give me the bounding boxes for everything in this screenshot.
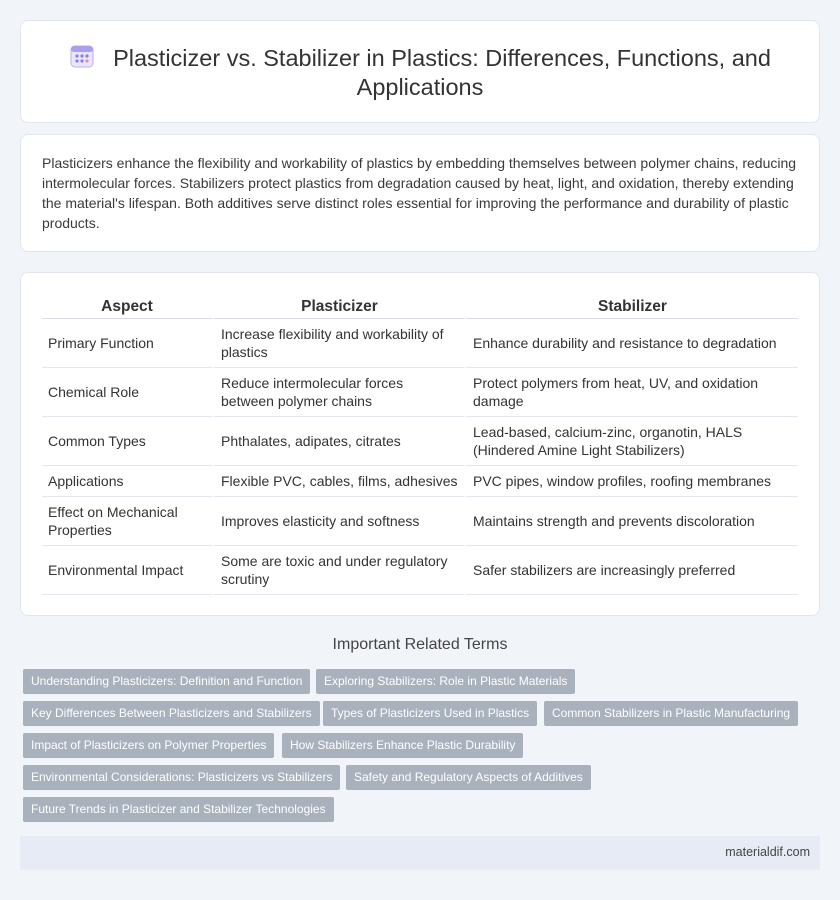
footer-bar — [20, 836, 820, 870]
related-tag-environmental[interactable]: Environmental Considerations: Plasticizers vs Stabilizers — [23, 765, 340, 790]
cell-plasticizer: Some are toxic and under regulatory scrutiny — [212, 546, 464, 595]
calendar-grid-icon — [69, 43, 95, 69]
cell-aspect: Primary Function — [42, 319, 212, 368]
related-tag-future-trends[interactable]: Future Trends in Plasticizer and Stabilizer Technologies — [23, 797, 334, 822]
footer-site-link[interactable]: materialdif.com — [725, 845, 810, 859]
related-tag-key-differences[interactable]: Key Differences Between Plasticizers and Stabilizers — [23, 701, 320, 726]
cell-stabilizer: Lead-based, calcium-zinc, organotin, HALS (Hindered Amine Light Stabilizers) — [464, 417, 798, 466]
table-row — [42, 466, 798, 497]
cell-stabilizer: Safer stabilizers are increasingly preferred — [464, 546, 798, 595]
cell-stabilizer: Enhance durability and resistance to degradation — [464, 319, 798, 368]
comparison-card — [20, 272, 820, 616]
cell-plasticizer: Reduce intermolecular forces between polymer chains — [212, 368, 464, 417]
header-stabilizer: Stabilizer — [464, 295, 798, 319]
cell-plasticizer: Phthalates, adipates, citrates — [212, 417, 464, 466]
table-row — [42, 417, 798, 466]
header-aspect: Aspect — [42, 295, 212, 319]
cell-aspect: Chemical Role — [42, 368, 212, 417]
table-row — [42, 368, 798, 417]
page-title-text: Plasticizer vs. Stabilizer in Plastics: Differences, Functions, and Applications — [113, 45, 771, 100]
cell-stabilizer: Maintains strength and prevents discoloration — [464, 497, 798, 546]
cell-plasticizer: Improves elasticity and softness — [212, 497, 464, 546]
related-terms-title: Important Related Terms — [332, 636, 508, 653]
table-row — [42, 546, 798, 595]
cell-stabilizer: PVC pipes, window profiles, roofing membranes — [464, 466, 798, 497]
cell-aspect: Common Types — [42, 417, 212, 466]
page-title — [61, 43, 779, 102]
header-card — [20, 20, 820, 123]
related-tag-stabilizers-role[interactable]: Exploring Stabilizers: Role in Plastic Materials — [316, 669, 575, 694]
cell-aspect: Environmental Impact — [42, 546, 212, 595]
table-header-row — [42, 295, 798, 319]
intro-paragraph: Plasticizers enhance the flexibility and workability of plastics by embedding themselves between polymer chains, reducing intermolecular forces. Stabilizers protect plastics from degradation caused by heat, light, and oxidation, thereby extending the material's lifespan. Both additives serve distinct roles essential for improving the performance and durability of plastic products. — [42, 155, 797, 231]
header-plasticizer: Plasticizer — [212, 295, 464, 319]
related-tag-impact-plasticizers[interactable]: Impact of Plasticizers on Polymer Properties — [23, 733, 274, 758]
related-tag-stabilizers-durability[interactable]: How Stabilizers Enhance Plastic Durability — [282, 733, 523, 758]
related-tag-common-stabilizers[interactable]: Common Stabilizers in Plastic Manufacturing — [544, 701, 798, 726]
cell-aspect: Effect on Mechanical Properties — [42, 497, 212, 546]
related-tag-types-plasticizers[interactable]: Types of Plasticizers Used in Plastics — [323, 701, 537, 726]
table-row — [42, 497, 798, 546]
intro-card — [20, 134, 820, 252]
cell-stabilizer: Protect polymers from heat, UV, and oxidation damage — [464, 368, 798, 417]
related-tag-safety-regulatory[interactable]: Safety and Regulatory Aspects of Additives — [346, 765, 591, 790]
cell-plasticizer: Flexible PVC, cables, films, adhesives — [212, 466, 464, 497]
cell-plasticizer: Increase flexibility and workability of plastics — [212, 319, 464, 368]
related-tag-plasticizers-definition[interactable]: Understanding Plasticizers: Definition and Function — [23, 669, 310, 694]
comparison-table — [42, 295, 798, 595]
table-row — [42, 319, 798, 368]
cell-aspect: Applications — [42, 466, 212, 497]
